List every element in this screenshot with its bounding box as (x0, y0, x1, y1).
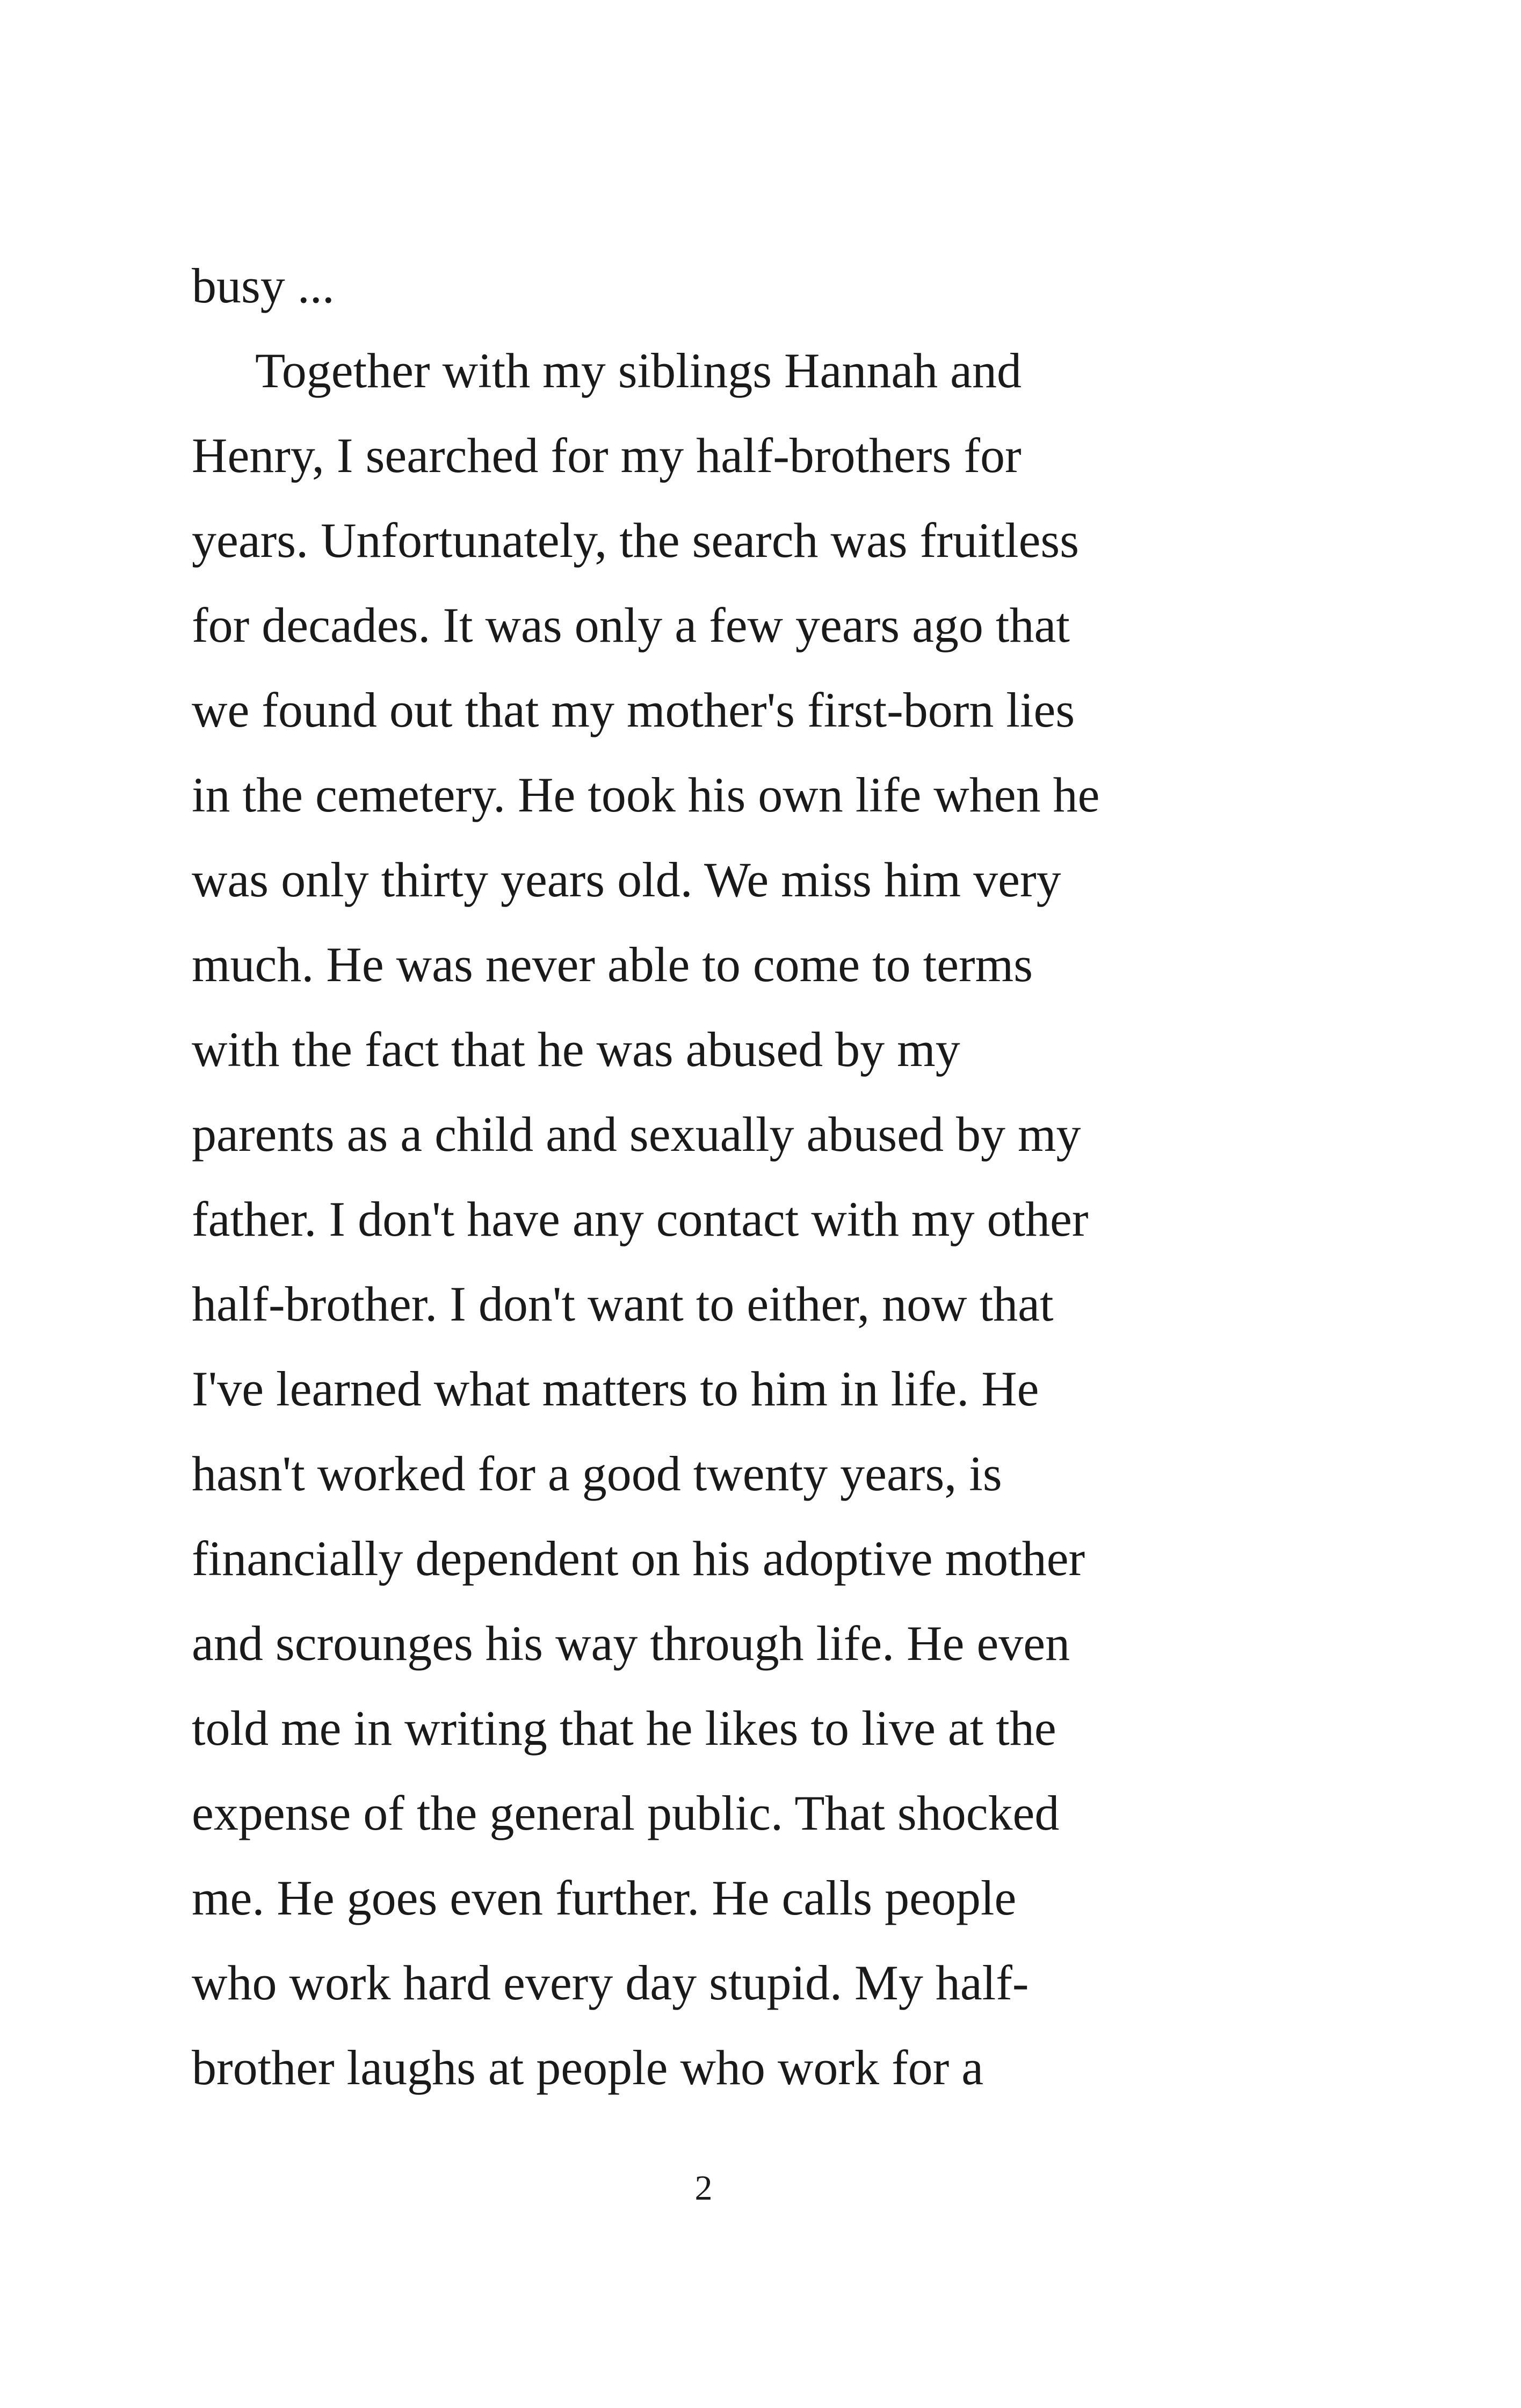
text-line: with the fact that he was abused by my (192, 1022, 960, 1077)
text-line: much. He was never able to come to terms (192, 937, 1033, 992)
paragraph-first-line: Together with my siblings Hannah and (255, 343, 1022, 398)
text-line: for decades. It was only a few years ago that (192, 598, 1070, 652)
text-line: we found out that my mother's first-born lies (192, 683, 1075, 737)
text-line: and scrounges his way through life. He even (192, 1616, 1070, 1671)
text-line: expense of the general public. That shocked (192, 1786, 1060, 1840)
text-line: me. He goes even further. He calls people (192, 1870, 1017, 1925)
text-line: told me in writing that he likes to live at the (192, 1701, 1056, 1756)
text-line: brother laughs at people who work for a (192, 2040, 984, 2095)
text-line: half-brother. I don't want to either, now that (192, 1276, 1054, 1331)
text-line: parents as a child and sexually abused by my (192, 1107, 1081, 1162)
page-number: 2 (694, 2168, 713, 2208)
body-text (192, 243, 1282, 2110)
text-line: in the cemetery. He took his own life when he (192, 767, 1100, 822)
text-line: who work hard every day stupid. My half- (192, 1955, 1029, 2010)
text-line: years. Unfortunately, the search was fruitless (192, 513, 1080, 568)
text-line: Henry, I searched for my half-brothers for (192, 428, 1022, 483)
text-line: was only thirty years old. We miss him very (192, 852, 1061, 907)
text-line: busy ... (192, 258, 335, 313)
text-line: financially dependent on his adoptive mother (192, 1531, 1085, 1586)
text-line: I've learned what matters to him in life. He (192, 1361, 1039, 1416)
text-line: hasn't worked for a good twenty years, is (192, 1446, 1002, 1501)
text-line: father. I don't have any contact with my other (192, 1192, 1089, 1246)
